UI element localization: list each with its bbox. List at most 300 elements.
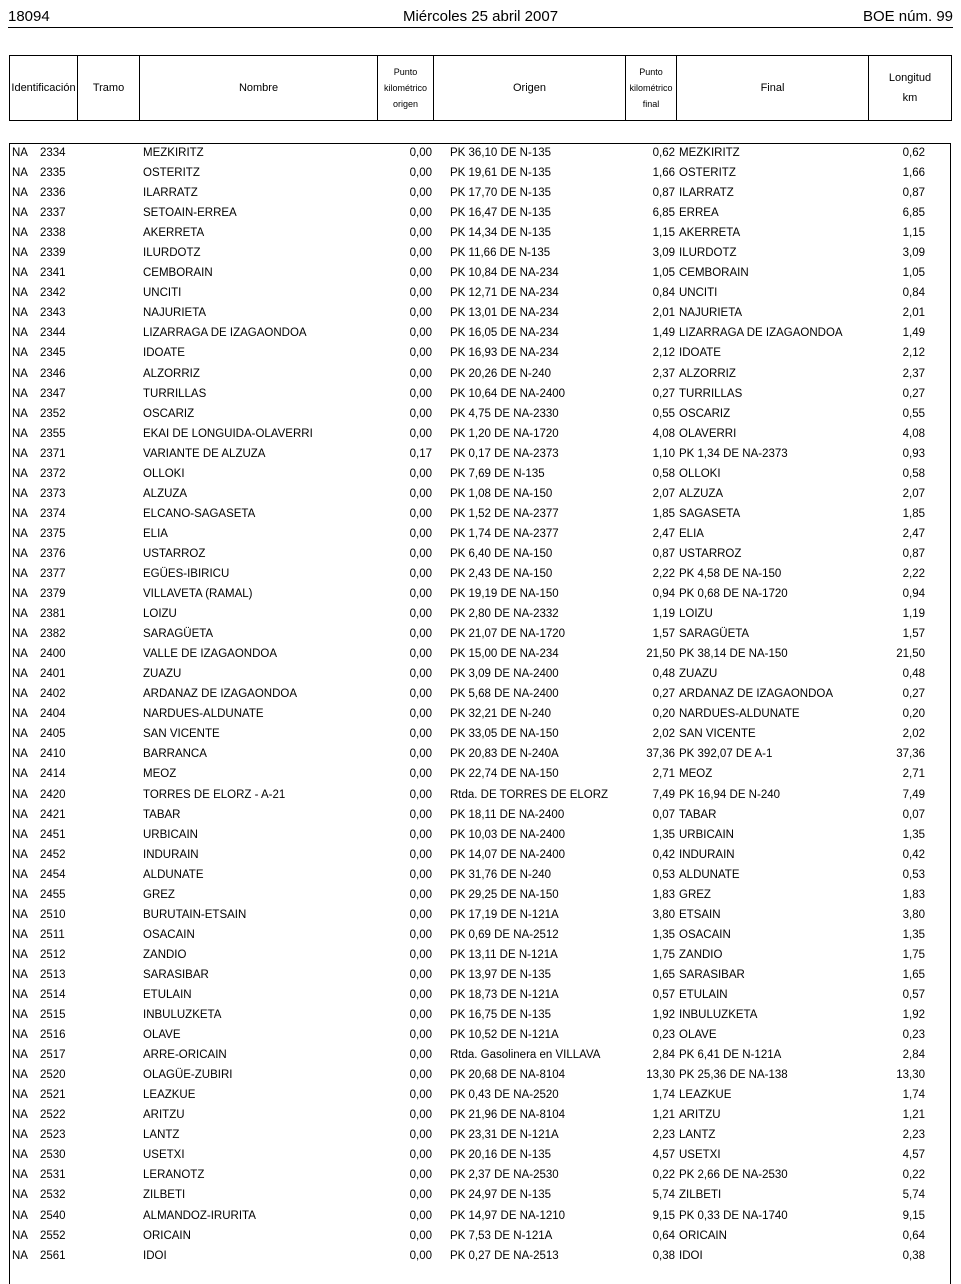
cell-nombre: TURRILLAS	[143, 387, 207, 400]
cell-final: PK 392,07 DE A-1	[679, 748, 773, 761]
cell-pk-final: 2,02	[652, 728, 675, 741]
cell-prefix: NA	[12, 1169, 28, 1182]
cell-longitud: 1,83	[902, 888, 925, 901]
cell-final: INDURAIN	[679, 848, 735, 861]
cell-longitud: 0,20	[902, 708, 925, 721]
cell-longitud: 1,19	[902, 608, 925, 621]
cell-longitud: 1,74	[902, 1089, 925, 1102]
cell-identificacion	[9, 323, 140, 343]
pk-final-line-1: Punto	[639, 67, 663, 77]
cell-pk-origen: 0,00	[409, 387, 432, 400]
table-row	[9, 484, 951, 504]
cell-longitud: 0,84	[902, 287, 925, 300]
cell-pk-origen: 0,00	[409, 467, 432, 480]
table-row	[9, 1185, 951, 1205]
cell-identificacion	[9, 825, 140, 845]
cell-prefix: NA	[12, 568, 28, 580]
cell-origen: PK 1,52 DE NA-2377	[450, 507, 559, 520]
cell-pk-origen: 0,00	[409, 227, 432, 240]
cell-nombre: AKERRETA	[143, 227, 205, 240]
cell-final: LANTZ	[679, 1129, 716, 1142]
cell-origen: PK 12,71 DE NA-234	[450, 287, 559, 300]
cell-pk-origen: 0,00	[409, 988, 432, 1001]
cell-final: ILARRATZ	[679, 187, 734, 200]
table-row	[9, 243, 951, 263]
cell-road-number: 2346	[40, 367, 66, 380]
cell-longitud: 0,42	[902, 848, 925, 861]
cell-nombre: NAJURIETA	[143, 307, 207, 320]
cell-longitud: 1,15	[902, 227, 925, 240]
cell-pk-final: 0,27	[652, 387, 675, 400]
cell-pk-final: 2,22	[652, 568, 675, 580]
cell-final: ETULAIN	[679, 988, 728, 1001]
cell-final: OLLOKI	[679, 467, 721, 480]
table-row	[9, 885, 951, 905]
cell-road-number: 2530	[40, 1149, 66, 1162]
cell-longitud: 0,07	[902, 808, 925, 821]
cell-origen: PK 6,40 DE NA-150	[450, 547, 553, 560]
table-row	[9, 845, 951, 865]
cell-final: MEOZ	[679, 768, 713, 781]
cell-nombre: BARRANCA	[143, 748, 207, 761]
cell-prefix: NA	[12, 1229, 28, 1242]
cell-pk-final: 0,57	[652, 988, 675, 1001]
cell-longitud: 0,94	[902, 588, 925, 601]
table-row	[9, 624, 951, 644]
cell-longitud: 0,62	[902, 147, 925, 160]
cell-pk-final: 0,42	[652, 848, 675, 861]
cell-prefix: NA	[12, 207, 28, 220]
cell-identificacion	[9, 684, 140, 704]
table-row	[9, 604, 951, 624]
cell-road-number: 2515	[40, 1009, 66, 1022]
cell-identificacion	[9, 163, 140, 183]
table-row	[9, 263, 951, 283]
pk-final-line-3: final	[642, 99, 660, 109]
cell-road-number: 2334	[40, 147, 66, 160]
cell-road-number: 2377	[40, 568, 66, 580]
cell-pk-origen: 0,00	[409, 808, 432, 821]
cell-nombre: EGÜES-IBIRICU	[143, 568, 230, 580]
table-row	[9, 384, 951, 404]
cell-pk-origen: 0,00	[409, 668, 432, 681]
cell-nombre: SETOAIN-ERREA	[143, 207, 237, 220]
cell-longitud: 2,23	[902, 1129, 925, 1142]
cell-origen: PK 20,68 DE NA-8104	[450, 1069, 566, 1082]
cell-longitud: 1,05	[902, 267, 925, 280]
cell-road-number: 2336	[40, 187, 66, 200]
cell-origen: PK 10,84 DE NA-234	[450, 267, 559, 280]
cell-origen: PK 2,43 DE NA-150	[450, 568, 553, 580]
cell-origen: PK 31,76 DE N-240	[450, 868, 552, 881]
table-row	[9, 965, 951, 985]
cell-prefix: NA	[12, 427, 28, 440]
table-row	[9, 183, 951, 203]
cell-nombre: LEAZKUE	[143, 1089, 196, 1102]
cell-pk-origen: 0,00	[409, 888, 432, 901]
cell-nombre: LOIZU	[143, 608, 177, 621]
table-row	[9, 985, 951, 1005]
cell-prefix: NA	[12, 788, 28, 801]
publication-name: BOE núm. 99	[862, 8, 953, 25]
cell-pk-origen: 0,00	[409, 427, 432, 440]
cell-nombre: TORRES DE ELORZ - A-21	[143, 788, 286, 801]
cell-nombre: IDOI	[143, 1249, 167, 1262]
cell-pk-origen: 0,00	[409, 768, 432, 781]
cell-pk-origen: 0,00	[409, 507, 432, 520]
cell-origen: PK 13,97 DE N-135	[450, 968, 552, 981]
table-row	[9, 785, 951, 805]
cell-final: ALZORRIZ	[679, 367, 736, 380]
cell-final: SAGASETA	[679, 507, 741, 520]
cell-origen: PK 24,97 DE N-135	[450, 1189, 552, 1202]
cell-identificacion	[9, 464, 140, 484]
cell-origen: PK 13,01 DE NA-234	[450, 307, 559, 320]
cell-identificacion	[9, 1246, 140, 1266]
cell-pk-final: 4,57	[652, 1149, 675, 1162]
cell-prefix: NA	[12, 1009, 28, 1022]
cell-longitud: 3,80	[902, 908, 925, 921]
cell-pk-origen: 0,00	[409, 588, 432, 601]
cell-pk-origen: 0,00	[409, 968, 432, 981]
cell-longitud: 7,49	[902, 788, 925, 801]
cell-prefix: NA	[12, 828, 28, 841]
cell-identificacion	[9, 845, 140, 865]
cell-pk-final: 0,22	[652, 1169, 675, 1182]
table-row	[9, 925, 951, 945]
table-row	[9, 1165, 951, 1185]
cell-origen: PK 22,74 DE NA-150	[450, 768, 559, 781]
cell-nombre: MEOZ	[143, 768, 177, 781]
cell-prefix: NA	[12, 1209, 28, 1222]
longitud-line-1: Longitud	[888, 72, 932, 84]
table-row	[9, 1246, 951, 1266]
cell-identificacion	[9, 1185, 140, 1205]
cell-pk-final: 2,01	[652, 307, 675, 320]
cell-nombre: VILLAVETA (RAMAL)	[143, 588, 253, 601]
col-header-nombre: Nombre	[140, 56, 378, 121]
cell-pk-origen: 0,00	[409, 748, 432, 761]
cell-origen: PK 0,69 DE NA-2512	[450, 928, 559, 941]
cell-pk-final: 3,80	[652, 908, 675, 921]
table-row	[9, 163, 951, 183]
cell-road-number: 2343	[40, 307, 66, 320]
cell-prefix: NA	[12, 287, 28, 300]
table-row	[9, 544, 951, 564]
table-row	[9, 143, 951, 163]
cell-prefix: NA	[12, 928, 28, 941]
cell-prefix: NA	[12, 507, 28, 520]
cell-identificacion	[9, 1005, 140, 1025]
cell-prefix: NA	[12, 968, 28, 981]
cell-identificacion	[9, 1045, 140, 1065]
cell-identificacion	[9, 724, 140, 744]
cell-pk-origen: 0,00	[409, 568, 432, 580]
column-header-table	[9, 55, 952, 121]
cell-nombre: ALZUZA	[143, 487, 188, 500]
cell-identificacion	[9, 764, 140, 784]
cell-pk-origen: 0,00	[409, 1189, 432, 1202]
cell-identificacion	[9, 1145, 140, 1165]
cell-prefix: NA	[12, 167, 28, 180]
cell-pk-origen: 0,00	[409, 1089, 432, 1102]
cell-origen: PK 10,52 DE N-121A	[450, 1029, 559, 1042]
roads-table	[9, 143, 951, 1266]
cell-longitud: 21,50	[896, 648, 925, 661]
cell-nombre: LERANOTZ	[143, 1169, 205, 1182]
cell-prefix: NA	[12, 648, 28, 661]
page-header	[8, 7, 953, 27]
cell-pk-origen: 0,00	[409, 1029, 432, 1042]
header-rule	[8, 27, 953, 28]
cell-longitud: 3,09	[902, 247, 925, 260]
cell-prefix: NA	[12, 247, 28, 260]
cell-prefix: NA	[12, 347, 28, 360]
cell-longitud: 0,87	[902, 547, 925, 560]
table-row	[9, 223, 951, 243]
cell-road-number: 2517	[40, 1049, 66, 1062]
cell-road-number: 2373	[40, 487, 66, 500]
cell-road-number: 2400	[40, 648, 66, 661]
cell-identificacion	[9, 1105, 140, 1125]
cell-longitud: 13,30	[896, 1069, 925, 1082]
cell-longitud: 1,35	[902, 828, 925, 841]
cell-nombre: SARAGÜETA	[143, 628, 214, 641]
cell-road-number: 2454	[40, 868, 66, 881]
cell-nombre: ELCANO-SAGASETA	[143, 507, 256, 520]
col-header-pk-final	[626, 56, 677, 121]
cell-origen: PK 20,83 DE N-240A	[450, 748, 559, 761]
cell-identificacion	[9, 283, 140, 303]
cell-identificacion	[9, 1125, 140, 1145]
cell-nombre: MEZKIRITZ	[143, 147, 204, 160]
cell-road-number: 2514	[40, 988, 66, 1001]
cell-origen: PK 0,43 DE NA-2520	[450, 1089, 559, 1102]
cell-final: ALZUZA	[679, 487, 724, 500]
cell-pk-final: 21,50	[646, 648, 675, 661]
cell-prefix: NA	[12, 447, 28, 460]
cell-pk-final: 37,36	[646, 748, 675, 761]
cell-road-number: 2338	[40, 227, 66, 240]
table-row	[9, 424, 951, 444]
cell-nombre: EKAI DE LONGUIDA-OLAVERRI	[143, 427, 313, 440]
cell-prefix: NA	[12, 1069, 28, 1082]
cell-road-number: 2410	[40, 748, 66, 761]
cell-pk-final: 1,19	[652, 608, 675, 621]
cell-longitud: 1,92	[902, 1009, 925, 1022]
cell-origen: PK 21,96 DE NA-8104	[450, 1109, 566, 1122]
cell-identificacion	[9, 905, 140, 925]
cell-pk-origen: 0,00	[409, 788, 432, 801]
cell-prefix: NA	[12, 628, 28, 641]
cell-longitud: 2,07	[902, 487, 925, 500]
cell-identificacion	[9, 343, 140, 363]
table-row	[9, 464, 951, 484]
cell-pk-origen: 0,00	[409, 868, 432, 881]
cell-origen: PK 10,64 DE NA-2400	[450, 387, 566, 400]
cell-road-number: 2521	[40, 1089, 66, 1102]
cell-pk-final: 0,20	[652, 708, 675, 721]
cell-longitud: 4,08	[902, 427, 925, 440]
cell-identificacion	[9, 624, 140, 644]
cell-pk-origen: 0,00	[409, 167, 432, 180]
cell-origen: PK 14,97 DE NA-1210	[450, 1209, 566, 1222]
cell-prefix: NA	[12, 1089, 28, 1102]
cell-identificacion	[9, 945, 140, 965]
table-row	[9, 805, 951, 825]
cell-pk-origen: 0,00	[409, 848, 432, 861]
cell-longitud: 0,53	[902, 868, 925, 881]
cell-pk-final: 0,07	[652, 808, 675, 821]
cell-final: PK 0,33 DE NA-1740	[679, 1209, 788, 1222]
cell-pk-origen: 0,00	[409, 1009, 432, 1022]
pk-final-line-2: kilométrico	[629, 83, 673, 93]
cell-final: URBICAIN	[679, 828, 734, 841]
cell-road-number: 2339	[40, 247, 66, 260]
cell-prefix: NA	[12, 367, 28, 380]
cell-road-number: 2345	[40, 347, 66, 360]
cell-prefix: NA	[12, 407, 28, 420]
cell-final: ALDUNATE	[679, 868, 740, 881]
table-row	[9, 744, 951, 764]
cell-identificacion	[9, 504, 140, 524]
cell-final: ZILBETI	[679, 1189, 722, 1202]
cell-pk-origen: 0,00	[409, 367, 432, 380]
cell-identificacion	[9, 404, 140, 424]
cell-nombre: VARIANTE DE ALZUZA	[143, 447, 266, 460]
cell-road-number: 2379	[40, 588, 66, 601]
cell-origen: PK 33,05 DE NA-150	[450, 728, 559, 741]
cell-road-number: 2371	[40, 447, 66, 460]
cell-pk-origen: 0,00	[409, 207, 432, 220]
cell-pk-origen: 0,00	[409, 187, 432, 200]
cell-road-number: 2401	[40, 668, 66, 681]
cell-origen: PK 36,10 DE N-135	[450, 147, 552, 160]
cell-nombre: URBICAIN	[143, 828, 198, 841]
cell-nombre: OSTERITZ	[143, 167, 200, 180]
col-header-origen: Origen	[434, 56, 626, 121]
cell-pk-origen: 0,00	[409, 648, 432, 661]
table-row	[9, 684, 951, 704]
cell-final: OLAVE	[679, 1029, 717, 1042]
cell-prefix: NA	[12, 387, 28, 400]
cell-prefix: NA	[12, 728, 28, 741]
cell-final: PK 16,94 DE N-240	[679, 788, 781, 801]
cell-pk-final: 0,62	[652, 147, 675, 160]
cell-final: NARDUES-ALDUNATE	[679, 708, 800, 721]
cell-nombre: OSCARIZ	[143, 407, 195, 420]
cell-final: USTARROZ	[679, 547, 742, 560]
cell-pk-origen: 0,00	[409, 287, 432, 300]
cell-road-number: 2352	[40, 407, 66, 420]
table-row	[9, 704, 951, 724]
cell-final: INBULUZKETA	[679, 1009, 758, 1022]
cell-longitud: 2,01	[902, 307, 925, 320]
cell-pk-origen: 0,00	[409, 1249, 432, 1262]
cell-origen: PK 18,11 DE NA-2400	[450, 808, 565, 821]
cell-longitud: 0,23	[902, 1029, 925, 1042]
cell-identificacion	[9, 865, 140, 885]
cell-identificacion	[9, 384, 140, 404]
cell-final: ORICAIN	[679, 1229, 727, 1242]
cell-prefix: NA	[12, 1129, 28, 1142]
table-row	[9, 203, 951, 223]
table-row	[9, 303, 951, 323]
table-row	[9, 664, 951, 684]
cell-road-number: 2342	[40, 287, 66, 300]
cell-origen: PK 2,80 DE NA-2332	[450, 608, 559, 621]
cell-origen: PK 17,70 DE N-135	[450, 187, 552, 200]
cell-longitud: 6,85	[902, 207, 925, 220]
cell-final: TABAR	[679, 808, 717, 821]
cell-nombre: SAN VICENTE	[143, 728, 220, 741]
cell-road-number: 2375	[40, 527, 66, 540]
cell-road-number: 2523	[40, 1129, 66, 1142]
cell-final: PK 4,58 DE NA-150	[679, 568, 782, 580]
cell-final: ARDANAZ DE IZAGAONDOA	[679, 688, 833, 701]
cell-origen: PK 14,34 DE N-135	[450, 227, 552, 240]
roads-table-body	[9, 143, 951, 1266]
cell-prefix: NA	[12, 487, 28, 500]
cell-prefix: NA	[12, 668, 28, 681]
table-row	[9, 323, 951, 343]
cell-pk-final: 2,84	[652, 1049, 675, 1062]
cell-identificacion	[9, 263, 140, 283]
cell-identificacion	[9, 744, 140, 764]
cell-road-number: 2376	[40, 547, 66, 560]
cell-origen: PK 11,66 DE N-135	[450, 247, 551, 260]
cell-origen: PK 14,07 DE NA-2400	[450, 848, 566, 861]
cell-prefix: NA	[12, 688, 28, 701]
cell-origen: PK 13,11 DE N-121A	[450, 948, 558, 961]
cell-road-number: 2344	[40, 327, 66, 340]
cell-nombre: ARDANAZ DE IZAGAONDOA	[143, 688, 297, 701]
cell-longitud: 2,22	[902, 568, 925, 580]
cell-prefix: NA	[12, 868, 28, 881]
cell-pk-final: 1,66	[652, 167, 675, 180]
cell-longitud: 0,38	[902, 1249, 925, 1262]
cell-road-number: 2513	[40, 968, 66, 981]
cell-pk-final: 2,71	[652, 768, 675, 781]
cell-pk-final: 1,35	[652, 828, 675, 841]
cell-nombre: LIZARRAGA DE IZAGAONDOA	[143, 327, 307, 340]
cell-origen: PK 16,93 DE NA-234	[450, 347, 559, 360]
cell-pk-final: 1,92	[652, 1009, 675, 1022]
cell-final: SAN VICENTE	[679, 728, 756, 741]
cell-longitud: 4,57	[902, 1149, 925, 1162]
cell-identificacion	[9, 143, 140, 163]
cell-pk-origen: 0,00	[409, 948, 432, 961]
cell-prefix: NA	[12, 527, 28, 540]
cell-longitud: 1,21	[902, 1109, 925, 1122]
cell-final: MEZKIRITZ	[679, 147, 740, 160]
cell-nombre: CEMBORAIN	[143, 267, 213, 280]
cell-pk-final: 0,48	[652, 668, 675, 681]
cell-road-number: 2511	[40, 928, 65, 941]
cell-pk-final: 2,37	[652, 367, 675, 380]
col-header-tramo: Tramo	[78, 56, 140, 121]
cell-nombre: GREZ	[143, 888, 175, 901]
cell-prefix: NA	[12, 988, 28, 1001]
table-row	[9, 1085, 951, 1105]
cell-pk-final: 2,23	[652, 1129, 675, 1142]
table-row	[9, 865, 951, 885]
cell-prefix: NA	[12, 848, 28, 861]
cell-final: ILURDOTZ	[679, 247, 737, 260]
cell-pk-origen: 0,00	[409, 347, 432, 360]
cell-final: LEAZKUE	[679, 1089, 732, 1102]
cell-final: LOIZU	[679, 608, 713, 621]
